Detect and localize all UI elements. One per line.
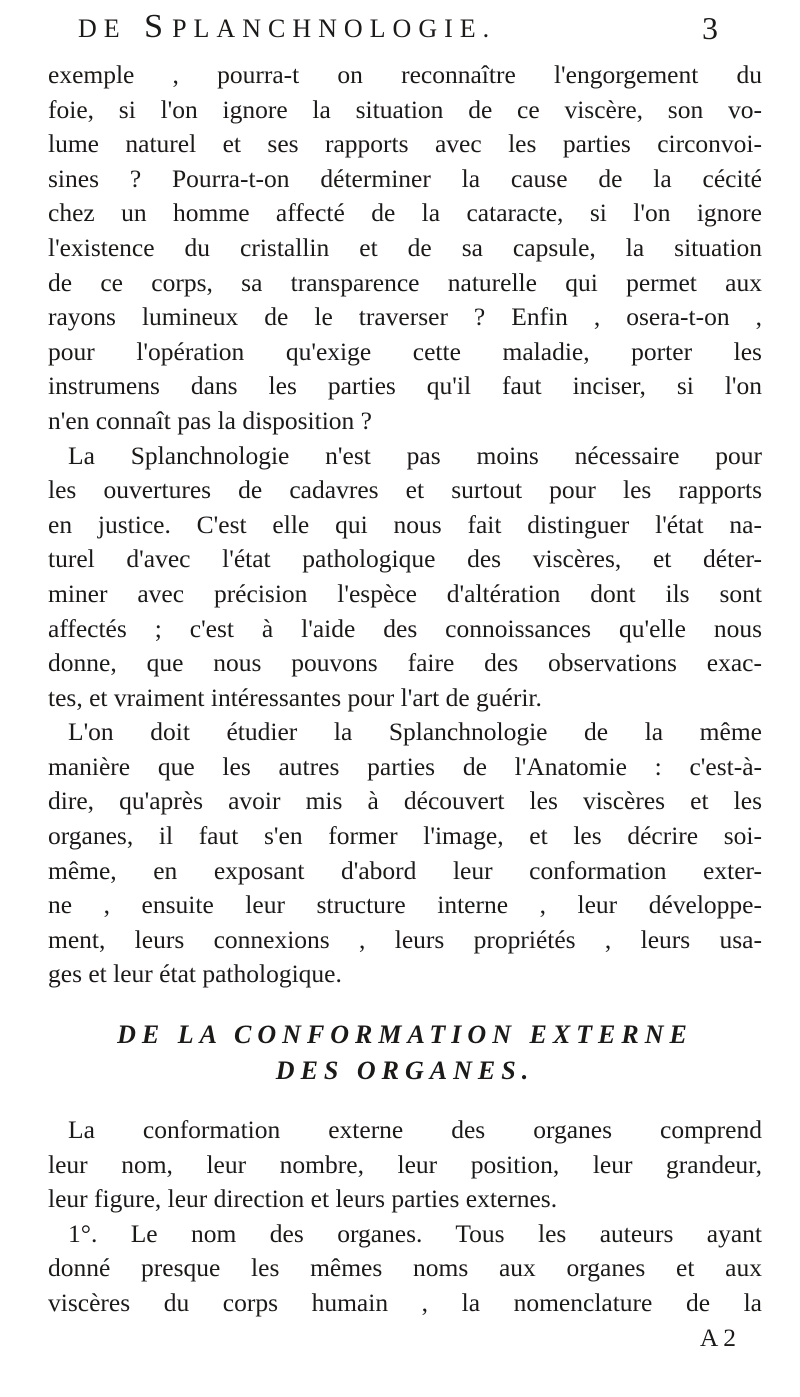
text-line: organes, il faut s'en former l'image, et les décrire soi- <box>48 821 762 851</box>
text-line: lume naturel et ses rapports avec les parties circonvoi- <box>48 129 762 159</box>
text-line: leur figure, leur direction et leurs parties externes. <box>48 1184 558 1214</box>
text-line: donné presque les mêmes noms aux organes et aux <box>48 1253 762 1283</box>
text-line: 1°. Le nom des organes. Tous les auteurs ayant <box>68 1218 762 1248</box>
text-line: l'existence du cristallin et de sa capsule, la situation <box>48 232 762 262</box>
running-head-rest: PLANCHNOLOGIE. <box>172 14 497 43</box>
text-line: de ce corps, sa transparence naturelle qui permet aux <box>48 267 762 297</box>
text-line: viscères du corps humain , la nomenclature de la <box>48 1288 762 1317</box>
text-line: n'en connaît pas la disposition ? <box>48 405 372 435</box>
text-line: rayons lumineux de le traverser ? Enfin , osera-t-on , <box>48 302 762 332</box>
paragraph-3 <box>48 715 762 992</box>
text-line: pour l'opération qu'exige cette maladie, porter les <box>48 336 762 366</box>
text-line: tes, et vraiment intéressantes pour l'art de guérir. <box>48 682 542 712</box>
text-line: La conformation externe des organes comprend <box>68 1115 762 1145</box>
text-line: les ouvertures de cadavres et surtout pour les rapports <box>48 475 762 505</box>
text-line: en justice. C'est elle qui nous fait distinguer l'état na- <box>48 509 762 539</box>
text-line: ne , ensuite leur structure interne , leur développe- <box>48 890 762 920</box>
running-head <box>78 8 718 54</box>
signature-mark: A 2 <box>699 1322 736 1352</box>
text-line: leur nom, leur nombre, leur position, leur grandeur, <box>48 1149 762 1179</box>
text-line: donne, que nous pouvons faire des observations exac- <box>48 648 762 678</box>
text-line: ment, leurs connexions , leurs propriétés , leurs usa- <box>48 924 762 954</box>
text-line: turel d'avec l'état pathologique des viscères, et déter- <box>48 544 762 574</box>
text-line: chez un homme affecté de la cataracte, si l'on ignore <box>48 198 762 228</box>
text-line: La Splanchnologie n'est pas moins nécessaire pour <box>68 440 762 470</box>
running-head-title <box>78 8 496 46</box>
running-head-initial: S <box>144 8 173 45</box>
section-heading-line-1: DE LA CONFORMATION EXTERNE <box>117 1020 693 1050</box>
section-heading <box>48 1017 762 1089</box>
body-text <box>48 58 762 1355</box>
text-line: dire, qu'après avoir mis à découvert les viscères et les <box>48 786 762 816</box>
page-number: 3 <box>702 10 718 46</box>
text-line: manière que les autres parties de l'Anatomie : c'est-à- <box>48 751 762 781</box>
paragraph-5 <box>48 1217 762 1321</box>
text-line: L'on doit étudier la Splanchnologie de la même <box>68 717 762 747</box>
text-line: miner avec précision l'espèce d'altération dont ils sont <box>48 578 762 608</box>
section-heading-line-2: DES ORGANES. <box>275 1056 535 1086</box>
paragraph-4 <box>48 1113 762 1217</box>
text-line: même, en exposant d'abord leur conformation exter- <box>48 855 762 885</box>
text-line: exemple , pourra-t on reconnaître l'engorgement du <box>48 60 762 89</box>
text-line: instrumens dans les parties qu'il faut inciser, si l'on <box>48 371 762 401</box>
paragraph-1 <box>48 58 762 439</box>
text-line: sines ? Pourra-t-on déterminer la cause de la cécité <box>48 163 762 193</box>
text-line: foie, si l'on ignore la situation de ce viscère, son vo- <box>48 94 762 124</box>
running-head-prefix: DE <box>78 14 127 43</box>
text-line: affectés ; c'est à l'aide des connoissances qu'elle nous <box>48 613 762 643</box>
paragraph-2 <box>48 439 762 716</box>
text-line: ges et leur état pathologique. <box>48 959 342 989</box>
